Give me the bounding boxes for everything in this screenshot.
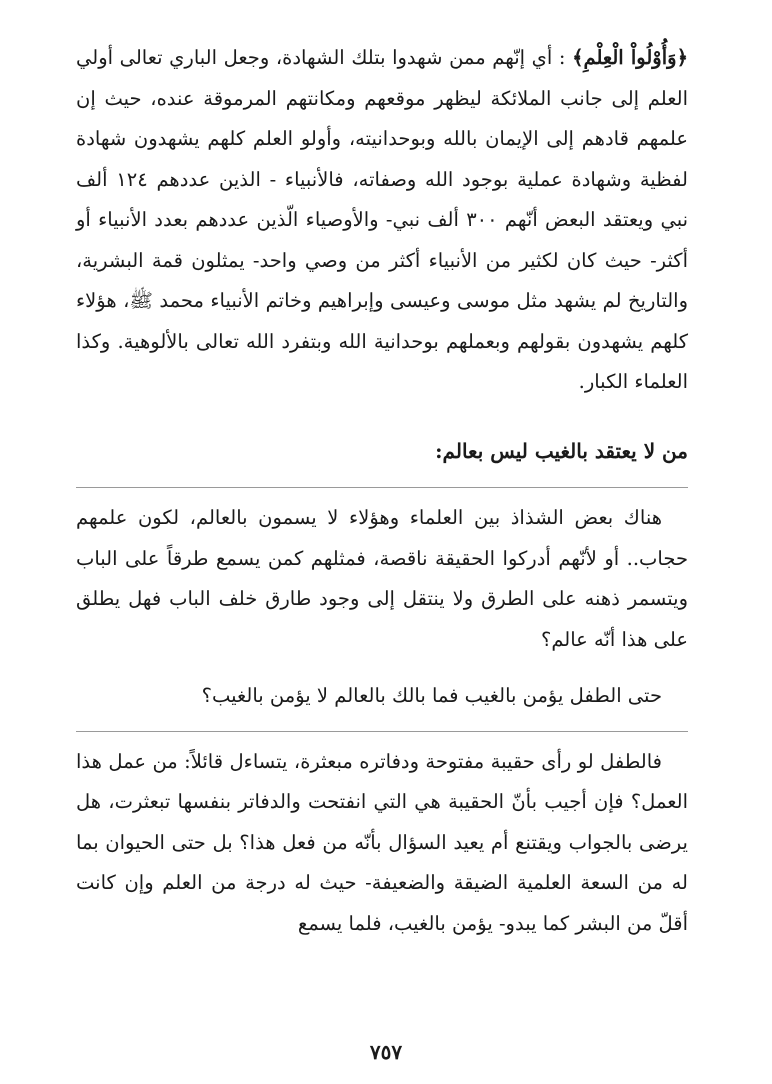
divider	[76, 487, 688, 488]
paragraph-1-text: : أي إنّهم ممن شهدوا بتلك الشهادة، وجعل الباري تعالى أولي العلم إلى جانب الملائكة ليظهر موقعهم ومكانتهم المرموقة عنده، حيث إن علمهم قادهم إلى الإيمان بالله وبوحدانيته، وأولو العلم كلهم يشهدون شهادة لفظية وشهادة عملية بوجود الله وصفاته، فالأنبياء - الذين عددهم ١٢٤ ألف نبي ويعتقد البعض أنّهم ٣٠٠ ألف نبي- والأوصياء الّذين عددهم بعدد الأنبياء أو أكثر- حيث كان لكثير من الأنبياء أكثر من وصي واحد- يمثلون قمة البشرية، والتاريخ لم يشهد مثل موسى وعيسى وإبراهيم وخاتم الأنبياء محمد ﷺ، هؤلاء كلهم يشهدون بقولهم وبعملهم بوحدانية الله وبتفرد الله تعالى بالألوهية. وكذا العلماء الكبار.	[76, 46, 689, 393]
quran-bracket-open: ﴿	[676, 46, 688, 69]
paragraph-2: هناك بعض الشذاذ بين العلماء وهؤلاء لا يسمون بالعالم، لكون علمهم حجاب.. أو لأنّهم أدركوا الحقيقة ناقصة، فمثلهم كمن يسمع طرقاً على الباب ويتسمر ذهنه على الطرق ولا ينتقل إلى وجود طارق خلف الباب فهل يطلق على هذا أنّه عالم؟	[76, 506, 688, 651]
section-heading: من لا يعتقد بالغيب ليس بعالم:	[435, 438, 688, 463]
question-line: حتى الطفل يؤمن بالغيب فما بالك بالعالم لا يؤمن بالغيب؟	[201, 684, 662, 707]
quran-bracket-close: ﴾	[572, 46, 584, 69]
quran-quote: وَأُوْلُواْ الْعِلْمِ	[583, 46, 677, 69]
paragraph-3: فالطفل لو رأى حقيبة مفتوحة ودفاتره مبعثرة، يتساءل قائلاً: من عمل هذا العمل؟ فإن أجيب بأنّ الحقيبة هي التي انفتحت والدفاتر بنفسها تبعثرت، هل يرضى بالجواب ويقتنع أم يعيد السؤال بأنّه من فعل هذا؟ بل حتى الحيوان بما له من السعة العلمية الضيقة والضعيفة- حيث له درجة من العلم وإن كانت أقلّ من البشر كما يبدو- يؤمن بالغيب، فلما يسمع	[76, 749, 688, 935]
paragraph-1	[76, 38, 688, 403]
page-body	[76, 38, 688, 944]
page-number: ٧٥٧	[369, 1040, 403, 1064]
divider	[76, 731, 688, 732]
